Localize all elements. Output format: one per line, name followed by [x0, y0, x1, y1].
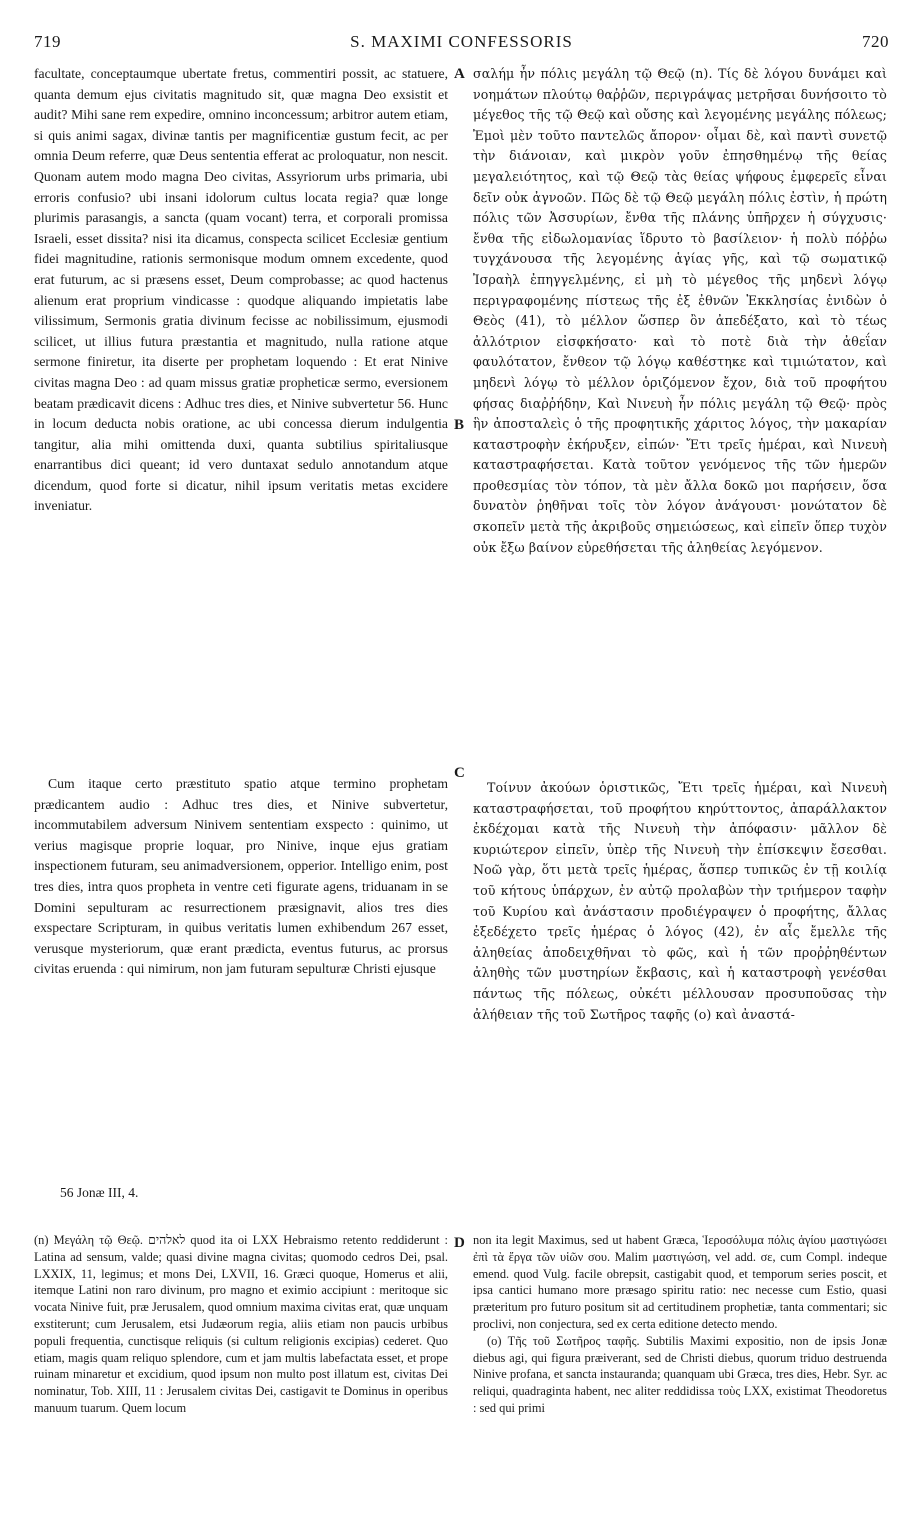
section-marker-c: C — [454, 765, 465, 781]
latin-paragraph-1: facultate, conceptaumque ubertate fretus, commentiri possit, ac statuere, quanta demum ejus civitatis magnitudo sit, quæ magna Deo exsistit et audit? Mihi sane rem expedire, omnino inconcessum; arbitror autem etiam, si quis animi sagax, divinæ tantis per magnificentiæ gustum fecit, ac per omnia Deum referre, quæ Deus sententia efferat ac proloquatur, non nescit. Quonam autem modo magna Deo civitas, Assyriorum urbs primaria, ubi erroris confusio? ubi insani idolorum cultus locata regia? quæ longe plurimis parasangis, a sancta (quam vocant) terra, et corporali promissa Israeli, esset dissita? nisi ita dicamus, conspecta scilicet Ecclesiæ gentium fidei magnitudine, rationis sermonisque modum omnem excedente, quod erat futurum, ac si præsens esset, Deum comprobasse; ac quod hactenus alienum erat proprium vindicasse : quodque aliquando impietatis labe vilissimum, Sermonis gratia divinum fecisse ac nobilissimum, ejusmodi scilicet, ut illius futura præstantia et magnitudo, nulla ratione atque sermone finiretur, ita diserte per prophetam loquendo : Et erat Ninive civitas magna Deo : ad quam missus gratiæ propheticæ sermo, eversionem beatam prædicavit dicens : Adhuc tres dies, et Ninive subvertetur 56. Hunc in locum deducta nobis oratione, ac ubi concessa dierum indulgentia tangitur, alia mihi omittenda duxi, quanta subtilius spiritaliusque enarrantibus dici queant; id vero duntaxat sedulo annotandum atque dicendum, quod forte si dicatur, nihil ipsum veritatis metas excidere inveniatur. — [34, 66, 448, 514]
scripture-footnote: 56 Jonæ III, 4. — [60, 1185, 139, 1200]
left-page-number: 719 — [34, 32, 61, 51]
section-marker-a: A — [454, 66, 465, 82]
note-n: (n) Μεγάλη τῷ Θεῷ. לאלהים quod ita oi LXX Hebraismo retento reddiderunt : Latina ad sensum, valde; quasi divine magna civitas; quomodo cedros Dei, psal. LXXIX, 11, legimus; et mons Dei, LXVII, 16. Græci quoque, Homerus et alii, itemque Latini non raro divinum, pro magno et eximio accipiunt : meritoque sic vocata Ninive fuit, præ Jerusalem, quod omnium maxima civitas erat, quæ unquam exstiterunt; cum Jerusalem, etsi Judæorum regia, aliis etiam non paucis urbibus populi frequentia, cunctisque reliquis (si cultum religionis excipias) cederet. Quo etiam, magis quam reliquo splendore, cum et jam multis labefactata esset, et prope ruinam minaretur et excidium, quod ipsum non multo post illatum est, civitas Dei nominatur, Tob. XIII, 11 : Jerusalem civitas Dei, castigavit te Dominus in operibus manuum tuarum. Quem locum — [34, 1233, 448, 1415]
greek-column-top — [473, 64, 887, 558]
section-marker-d: D — [454, 1235, 465, 1251]
editor-notes-left — [34, 1232, 448, 1417]
greek-paragraph-1: σαλήμ ἦν πόλις μεγάλη τῷ Θεῷ (n). Τίς δὲ λόγου δυνάμει καὶ νοημάτων πλούτῳ θαῤῥῶν, περιγράψας μετρῆσαι δυνήσοιτο τὸ μέγεθος τῆς τῷ Θεῷ καὶ οὔσης καὶ λεγομένης μεγάλης πόλεως; Ἐμοὶ μὲν τοῦτο παντελῶς ἄπορον· οἶμαι δὲ, καὶ παντὶ συνετῷ τὴν διάνοιαν, καὶ μικρὸν γοῦν ἐπησθημένῳ τῆς θείας μεγαλειότητος, καὶ τῷ Θεῷ τὰς θείας ψήφους ἐμφερεῖς εἶναι δεῖν οὐκ ἀγνοῶν. Πῶς δὲ τῷ Θεῷ μεγάλη πόλις ἐστὶν, ἡ πρώτη πόλις τῶν Ἀσσυρίων, ἔνθα τῆς πλάνης ὑπῆρχεν ἡ σύγχυσις· ἔνθα τῆς εἰδωλομανίας ἵδρυτο τὸ βασίλειον· ἡ πολὺ πόῤῥω τυγχάνουσα τῆς λεγομένης ἁγίας γῆς, καὶ τῷ σωματικῷ Ἰσραὴλ ἐπηγγελμένης, εἰ μὴ τὸ μέγεθος τῆς μηδενὶ λόγῳ περιγραφομένης πίστεως τῆς ἐξ ἐθνῶν Ἐκκλησίας ἐνιδὼν ὁ Θεὸς (41), τὸ μέλλον ὥσπερ ὂν ἀπεδέξατο, καὶ τὸ τέως ἀλλότριον εἰσφκήσατο· καὶ τὸ ποτὲ διὰ τὴν ἀθεΐαν φαυλότατον, ἔνθεον τῷ λόγῳ καθέστηκε καὶ τιμιώτατον, καὶ μηδενὶ λόγῳ τὸ μέλλον ὁριζόμενον ἔχον, διὰ τοῦ προφήτου φήσας διαῤῥήδην, Καὶ Νινευὴ ἦν πόλις μεγάλη τῷ Θεῷ· πρὸς ἣν ἀποσταλεὶς ὁ τῆς προφητικῆς χάριτος λόγος, τὴν μακαρίαν καταστροφὴν ἐκήρυξεν, εἰπών· Ἔτι τρεῖς ἡμέραι, καὶ Νινευὴ καταστραφήσεται. Κατὰ τοῦτον γενόμενος τῆς τῶν ἡμερῶν προθεσμίας τὸν τόπον, τὰ μὲν ἄλλα δοκῶ μοι παρήσειν, ὅσα δυνατὸν ῥηθῆναι τοῖς τὸν λόγον ἀνάγουσι· μονώτατον δὲ σκοπεῖν μετὰ τῆς ἀκριβοῦς σημειώσεως, καὶ εἰπεῖν ὅπερ τυχὸν οὐκ ἔξω βαίνον εὑρεθήσεται τῆς ἀληθείας λεγόμενον. — [473, 66, 887, 555]
editor-notes-right — [473, 1232, 887, 1417]
running-title: S. MAXIMI CONFESSORIS — [350, 32, 573, 51]
greek-column-bottom — [473, 778, 887, 1025]
section-marker-b: B — [454, 417, 465, 433]
right-page-number: 720 — [862, 32, 889, 51]
note-o: (o) Τῆς τοῦ Σωτῆρος ταφῆς. Subtilis Maximi expositio, non de ipsis Jonæ diebus agi, qui figura præiverant, sed de Christi diebus, quorum triduo destruenda Ninive profana, et sancta instauranda; quanquam ubi Græca, tres dies, Hebr. Syr. ac reliqui, quadraginta habent, nec aliter reddidissa τοὺς LXX, existimat Theodoretus : sed qui primi — [473, 1333, 887, 1415]
latin-column-top — [34, 64, 448, 517]
latin-paragraph-2: Cum itaque certo præstituto spatio atque termino prophetam prædicantem audio : Adhuc tres dies, et Ninive subvertetur, incommutabilem adversum Ninivem sententiam exspecto : quinimo, ut verius magisque proprie loquar, pro Ninive, inque ejus gratiam inspectionem futuram, seu animadversionem, opperior. Intelligo enim, post tres dies, intra quos propheta in ventre ceti figurate agens, triduanam in se Domini sepulturam ac resurrectionem præsignavit, alios tres dies exspectare Scripturam, in quibus veritatis lumen exhibendum 267 esset, verusque mysteriorum, quæ erant prædicta, eventus futurus, ac prorsus civitas eruenda : qui nimirum, non jam futuram sepulturæ Christi ejusque — [34, 776, 448, 977]
running-header — [34, 32, 889, 56]
greek-paragraph-2: Τοίνυν ἀκούων ὁριστικῶς, Ἔτι τρεῖς ἡμέραι, καὶ Νινευὴ καταστραφήσεται, τοῦ προφήτου κηρύττοντος, ἀπαράλλακτον ἐκδέχομαι κατὰ τῆς Νινευὴ τὴν ἀπόφασιν· μᾶλλον δὲ κυριώτερον εἰπεῖν, ὑπὲρ τῆς Νινευὴ τὴν ἐπίσκεψιν ἔσεσθαι. Νοῶ γὰρ, ὅτι μετὰ τρεῖς ἡμέρας, ἅσπερ τυπικῶς ἐν τῇ κοιλίᾳ τοῦ κήτους ὑπάρχων, ἐν αὐτῷ προλαβὼν τὴν τριήμερον ταφὴν τοῦ Κυρίου καὶ ἀνάστασιν προδιέγραψεν ὁ προφήτης, ἄλλας ἐξεδέχετο τρεῖς ἡμέρας ὁ λόγος (42), ἐν αἷς ἔμελλε τῆς ἀληθείας ἀποδειχθῆναι τὸ φῶς, καὶ ἡ τῶν προῤῥηθέντων ἀληθὴς τῶν μυστηρίων ἔκβασις, καὶ ἡ καταστροφὴ γενέσθαι πάντως τῆς πόλεως, οὐκέτι μέλλουσαν προσυποῦσας τὴν ἀλήθειαν τῆς τοῦ Σωτῆρος ταφῆς (o) καὶ ἀναστά- — [473, 780, 887, 1022]
note-n-continued: non ita legit Maximus, sed ut habent Græca, Ἱεροσόλυμα πόλις ἁγίου μαστιγώσει ἐπὶ τὰ ἔργα τῶν υἱῶν σου. Malim μαστιγώση, vel add. σε, cum Compl. indeque emend. quod Vulg. facile obrepsit, castigabit quod, et temporum series poscit, et ipsa cantici humano more præsago spiritu ratio: nec necesse cum Estio, quasi præteritum pro futuro positum sit ad certitudinem prophetiæ, tanta commentari; sic proclivi, non conjectura, sed ex certa editione detecto mendo. — [473, 1233, 887, 1331]
latin-column-bottom — [34, 774, 448, 980]
